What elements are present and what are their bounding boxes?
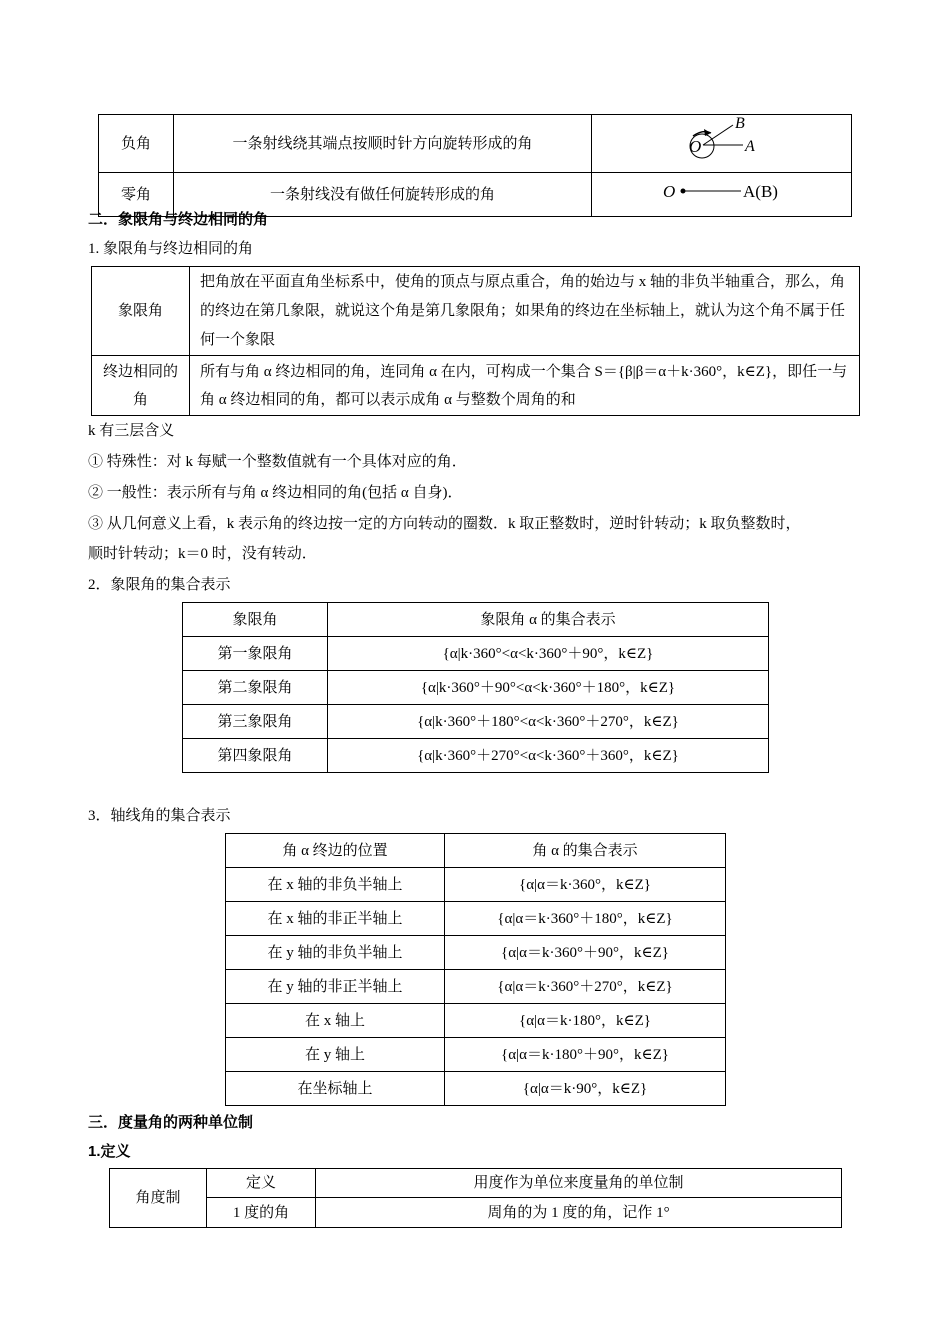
subsection-heading: 1. 象限角与终边相同的角 bbox=[88, 241, 254, 257]
table-cell: 用度作为单位来度量角的单位制 bbox=[316, 1169, 842, 1198]
negative-angle-figure bbox=[593, 115, 851, 165]
angle-type-table bbox=[98, 114, 852, 217]
k-meaning-1: ① 特殊性：对 k 每赋一个整数值就有一个具体对应的角． bbox=[88, 454, 467, 470]
angle-name: 负角 bbox=[99, 115, 174, 173]
table-row bbox=[110, 1198, 842, 1228]
table-cell: 在 y 轴上 bbox=[226, 1038, 445, 1072]
table-cell: 第二象限角 bbox=[183, 671, 328, 705]
subsection-heading: 1.定义 bbox=[88, 1143, 131, 1160]
table-cell: 第三象限角 bbox=[183, 705, 328, 739]
table-cell: 在 y 轴的非负半轴上 bbox=[226, 936, 445, 970]
angle-description: 一条射线没有做任何旋转形成的角 bbox=[174, 173, 592, 217]
table-cell: {α|α＝k·360°＋180°，k∈Z} bbox=[445, 902, 726, 936]
table-cell: {α|k·360°＋90°<α<k·360°＋180°，k∈Z} bbox=[328, 671, 769, 705]
table-row bbox=[226, 936, 726, 970]
column-header: 象限角 bbox=[183, 603, 328, 637]
point-b-label: B bbox=[734, 115, 745, 132]
table-cell: 周角的为 1 度的角，记作 1° bbox=[316, 1198, 842, 1228]
angle-description: 一条射线绕其端点按顺时针方向旋转形成的角 bbox=[174, 115, 592, 173]
subsection-heading: 2．象限角的集合表示 bbox=[88, 577, 231, 593]
table-cell: {α|α＝k·360°＋270°，k∈Z} bbox=[445, 970, 726, 1004]
table-cell: 在坐标轴上 bbox=[226, 1072, 445, 1106]
table-cell: {α|k·360°＋180°<α<k·360°＋270°，k∈Z} bbox=[328, 705, 769, 739]
k-meaning-3-line2: 顺时针转动；k＝0 时，没有转动． bbox=[88, 546, 317, 562]
table-cell: {α|k·360°<α<k·360°＋90°，k∈Z} bbox=[328, 637, 769, 671]
point-a-label: A bbox=[744, 138, 755, 155]
point-o-label: O bbox=[662, 182, 675, 201]
k-meaning-2: ② 一般性：表示所有与角 α 终边相同的角(包括 α 自身)． bbox=[88, 485, 463, 501]
table-row bbox=[226, 1004, 726, 1038]
table-cell: 在 x 轴的非负半轴上 bbox=[226, 868, 445, 902]
table-header-row bbox=[226, 834, 726, 868]
table-cell: {α|α＝k·360°，k∈Z} bbox=[445, 868, 726, 902]
table-row bbox=[183, 739, 769, 773]
table-row bbox=[226, 1072, 726, 1106]
table-cell: 1 度的角 bbox=[207, 1198, 316, 1228]
column-header: 象限角 α 的集合表示 bbox=[328, 603, 769, 637]
table-cell: {α|k·360°＋270°<α<k·360°＋360°，k∈Z} bbox=[328, 739, 769, 773]
table-row bbox=[92, 267, 860, 356]
table-row bbox=[92, 356, 860, 416]
coterminal-angle-definition: 所有与角 α 终边相同的角，连同角 α 在内，可构成一个集合 S＝{β|β＝α＋k·360°，k∈Z}，即任一与角 α 终边相同的角，都可以表示成角 α 与整数个周角的和 bbox=[190, 356, 860, 416]
table-row bbox=[226, 1038, 726, 1072]
zero-angle-figure bbox=[593, 173, 851, 209]
zero-angle-figure-cell bbox=[592, 173, 852, 217]
table-cell: 在 x 轴上 bbox=[226, 1004, 445, 1038]
table-cell: {α|α＝k·180°＋90°，k∈Z} bbox=[445, 1038, 726, 1072]
quadrant-angle-definition: 把角放在平面直角坐标系中，使角的顶点与原点重合，角的始边与 x 轴的非负半轴重合，那么，角的终边在第几象限，就说这个角是第几象限角；如果角的终边在坐标轴上，就认为这个角不属于任何一个象限 bbox=[190, 267, 860, 356]
negative-angle-figure-cell bbox=[592, 115, 852, 173]
k-meaning-3-line1: ③ 从几何意义上看，k 表示角的终边按一定的方向转动的圈数．k 取正整数时，逆时针转动；k 取负整数时， bbox=[88, 516, 801, 532]
angle-name: 零角 bbox=[99, 173, 174, 217]
subsection-heading: 3．轴线角的集合表示 bbox=[88, 808, 231, 824]
coterminal-angle-label: 终边相同的角 bbox=[92, 356, 190, 416]
section-heading: 三．度量角的两种单位制 bbox=[88, 1114, 254, 1131]
section-heading: 二．象限角与终边相同的角 bbox=[88, 211, 269, 228]
table-cell: 定义 bbox=[207, 1169, 316, 1198]
table-row bbox=[226, 970, 726, 1004]
quadrant-angle-label: 象限角 bbox=[92, 267, 190, 356]
table-header-row bbox=[183, 603, 769, 637]
table-row bbox=[226, 902, 726, 936]
table-row bbox=[183, 637, 769, 671]
table-cell: 在 y 轴的非正半轴上 bbox=[226, 970, 445, 1004]
table-cell: 第一象限角 bbox=[183, 637, 328, 671]
table-row bbox=[183, 671, 769, 705]
table-cell: 在 x 轴的非正半轴上 bbox=[226, 902, 445, 936]
point-o-label: O bbox=[688, 137, 701, 156]
table-cell: 第四象限角 bbox=[183, 739, 328, 773]
table-row bbox=[110, 1169, 842, 1198]
table-row bbox=[99, 115, 852, 173]
degree-system-label: 角度制 bbox=[110, 1169, 207, 1228]
point-ab-label: A(B) bbox=[742, 182, 778, 201]
quadrant-set-table bbox=[182, 602, 769, 773]
table-cell: {α|α＝k·360°＋90°，k∈Z} bbox=[445, 936, 726, 970]
table-cell: {α|α＝k·90°，k∈Z} bbox=[445, 1072, 726, 1106]
column-header: 角 α 的集合表示 bbox=[445, 834, 726, 868]
degree-system-table bbox=[109, 1168, 842, 1228]
definition-table bbox=[91, 266, 860, 416]
axis-angle-set-table bbox=[225, 833, 726, 1106]
table-row bbox=[226, 868, 726, 902]
table-cell: {α|α＝k·180°，k∈Z} bbox=[445, 1004, 726, 1038]
table-row bbox=[183, 705, 769, 739]
k-meaning-title: k 有三层含义 bbox=[88, 423, 175, 439]
column-header: 角 α 终边的位置 bbox=[226, 834, 445, 868]
